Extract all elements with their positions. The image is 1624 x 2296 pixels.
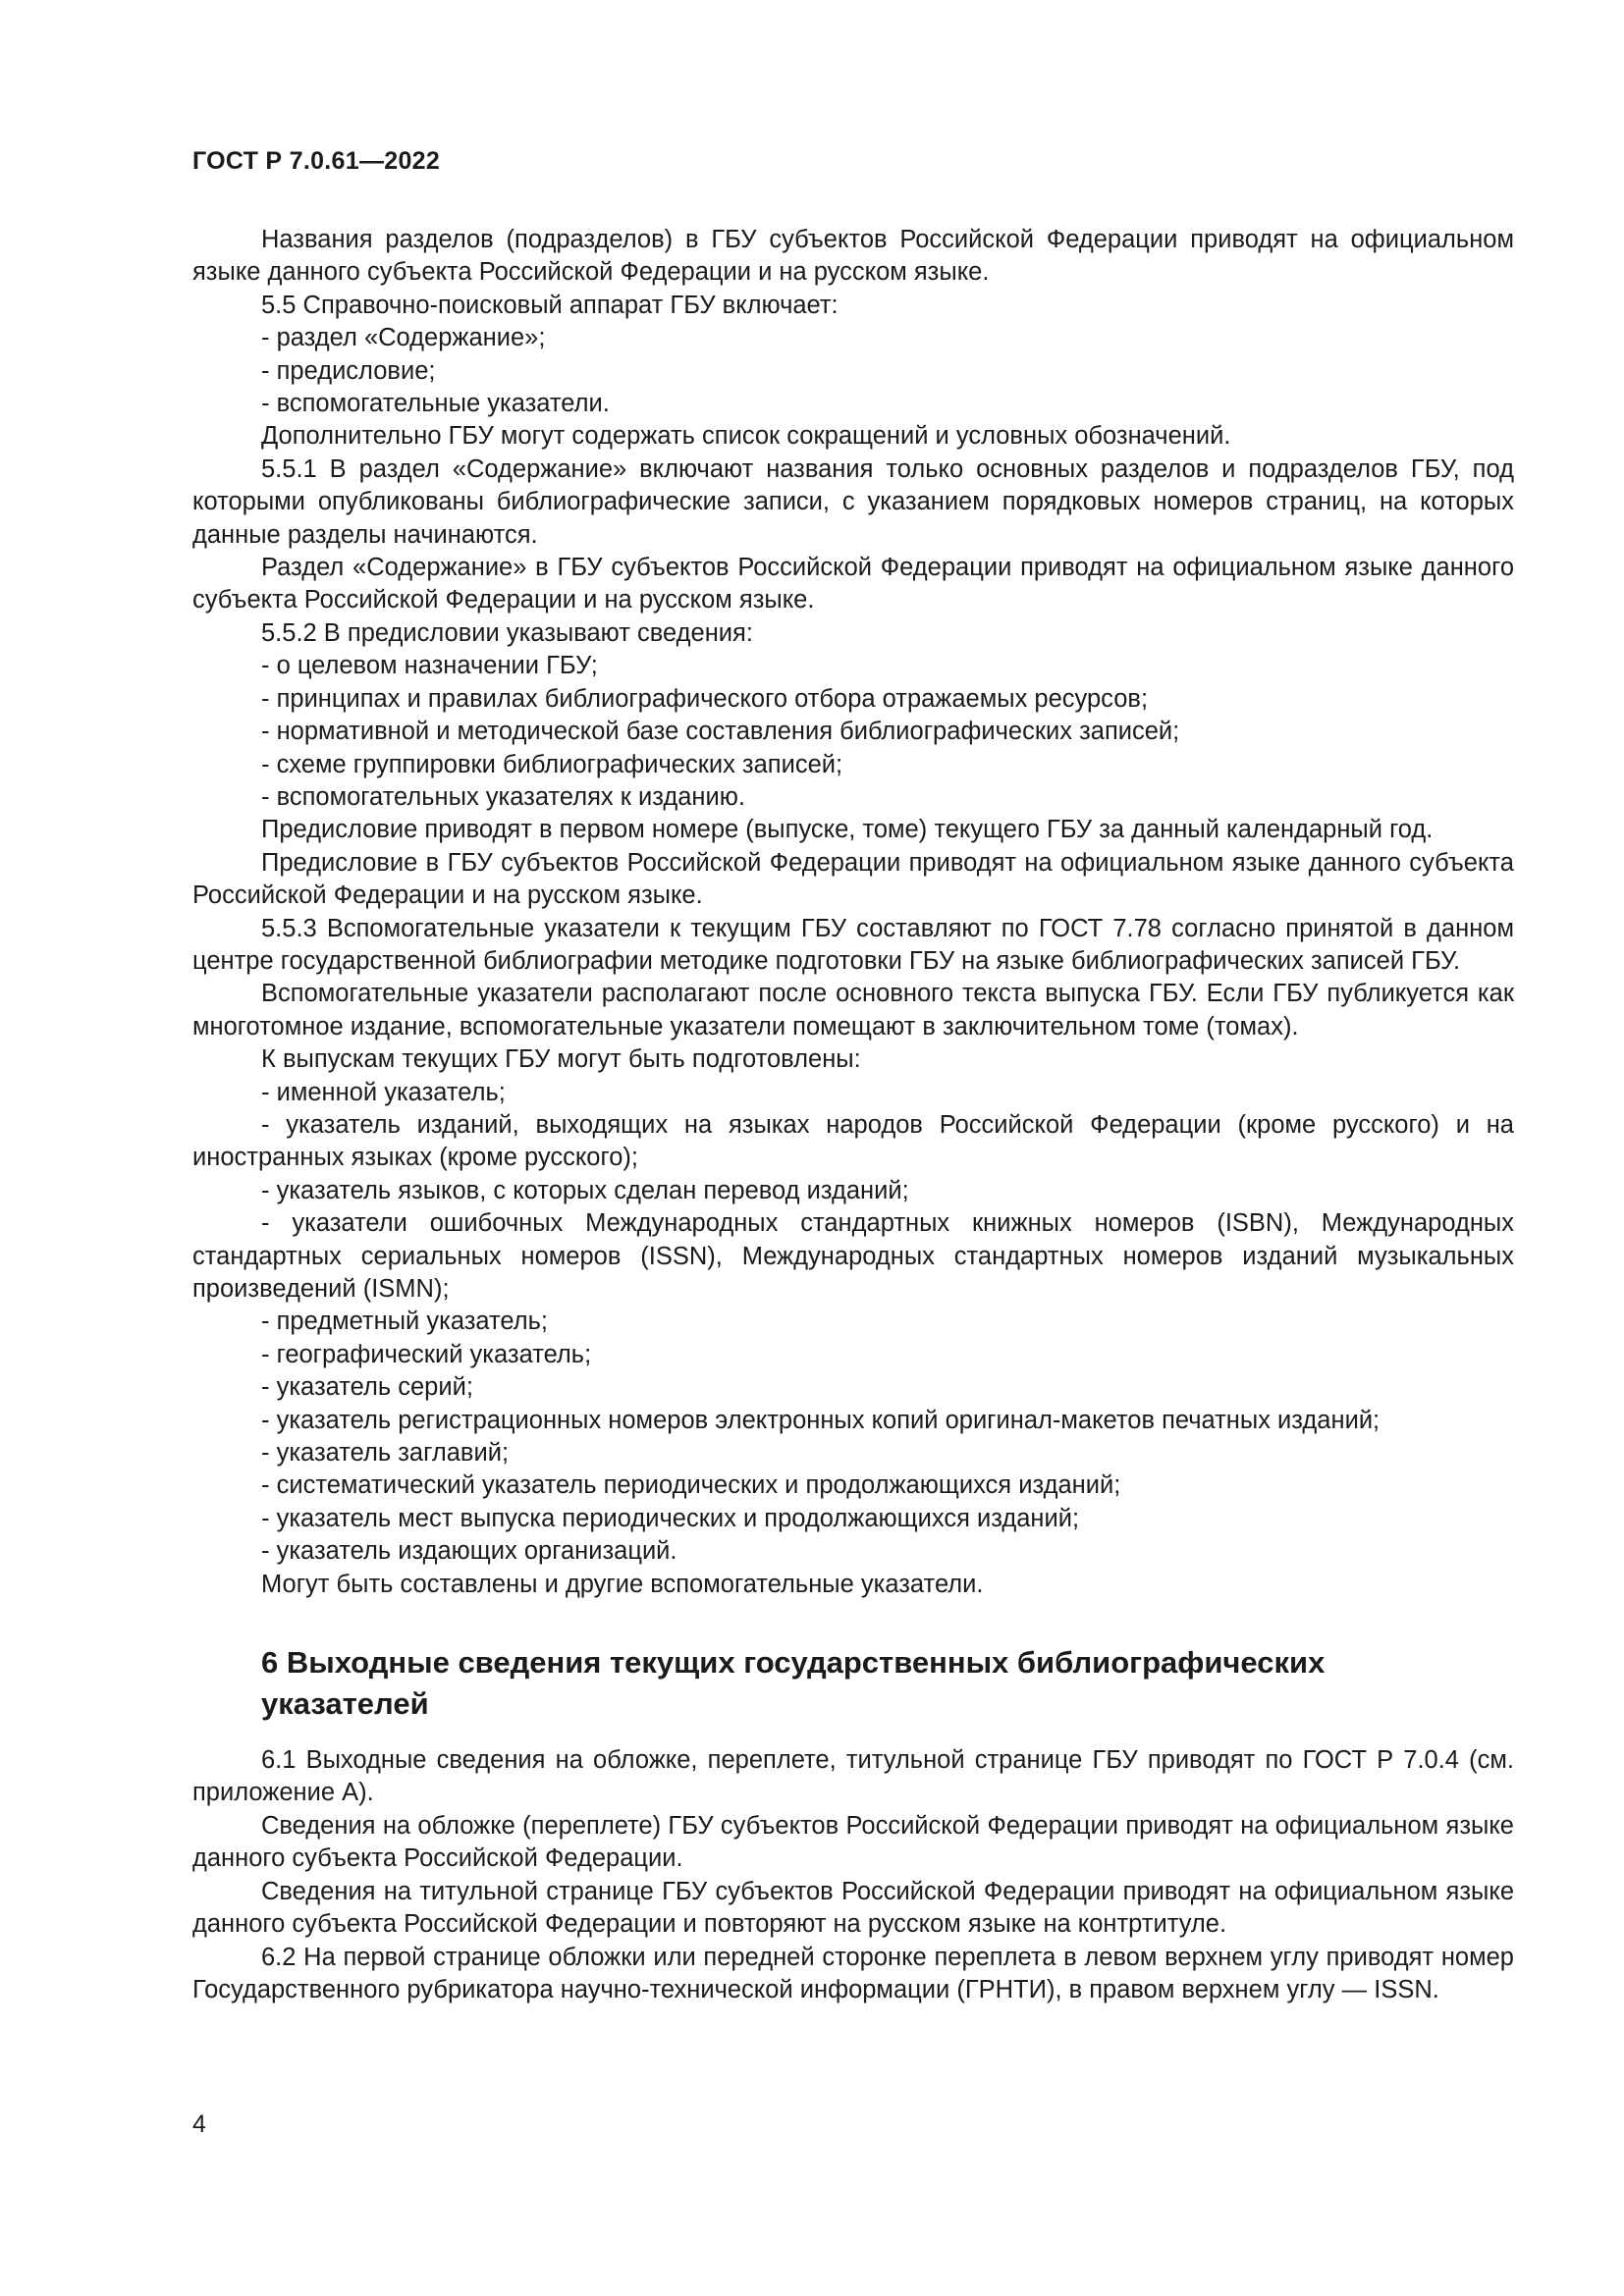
paragraph: Сведения на обложке (переплете) ГБУ субъектов Российской Федерации приводят на официальном языке данного субъекта Российской Федерации. [192,1811,1514,1873]
list-item: - вспомогательные указатели. [261,390,610,418]
list-item: - раздел «Содержание»; [261,324,546,352]
paragraph: Предисловие в ГБУ субъектов Российской Федерации приводят на официальном языке данного субъекта Российской Федерации и на русском языке. [192,848,1514,910]
document-body [192,224,1514,2006]
list-item: - указатель заглавий; [261,1439,510,1468]
paragraph: 6.1 Выходные сведения на обложке, переплете, титульной странице ГБУ приводят по ГОСТ Р 7.0.4 (см. приложение А). [192,1746,1514,1807]
list-item: - именной указатель; [261,1078,506,1106]
list-item: - о целевом назначении ГБУ; [261,652,598,680]
paragraph: 5.5.1 В раздел «Содержание» включают названия только основных разделов и подразделов ГБУ, под которыми опубликованы библиографические записи, с указанием порядковых номеров страниц, на которых данные разделы начинаются. [192,454,1514,549]
paragraph: 5.5 Справочно-поисковый аппарат ГБУ включает: [261,291,839,319]
list-item: - вспомогательных указателях к изданию. [261,782,745,811]
paragraph: Могут быть составлены и другие вспомогательные указатели. [261,1570,984,1598]
list-item: - указатель серий; [261,1373,473,1402]
paragraph: Предисловие приводят в первом номере (выпуске, томе) текущего ГБУ за данный календарный год. [261,816,1434,844]
list-item: - схеме группировки библиографических записей; [261,750,843,778]
section-title: 6 Выходные сведения текущих государственных библиографических указателей [261,1645,1326,1722]
paragraph: Названия разделов (подразделов) в ГБУ субъектов Российской Федерации приводят на официальном языке данного субъекта Российской Федерации и на русском языке. [192,226,1514,287]
paragraph: Вспомогательные указатели располагают после основного текста выпуска ГБУ. Если ГБУ публикуется как многотомное издание, вспомогательные указатели помещают в заключительном томе (томах). [192,980,1514,1041]
list-item: - указатели ошибочных Международных стандартных книжных номеров (ISBN), Международных стандартных сериальных номеров (ISSN), Международных стандартных номеров изданий музыкальных произведений (ISMN); [192,1209,1514,1303]
list-item: - географический указатель; [261,1340,592,1368]
list-item: - указатель языков, с которых сделан перевод изданий; [261,1176,909,1204]
paragraph: Раздел «Содержание» в ГБУ субъектов Российской Федерации приводят на официальном языке данного субъекта Российской Федерации и на русском языке. [192,554,1514,614]
list-item: - указатель издающих организаций. [261,1537,677,1566]
paragraph: Дополнительно ГБУ могут содержать список сокращений и условных обозначений. [261,422,1231,451]
list-item: - указатель мест выпуска периодических и продолжающихся изданий; [261,1504,1080,1532]
paragraph: 6.2 На первой странице обложки или передней сторонке переплета в левом верхнем углу приводят номер Государственного рубрикатора научно-технической информации (ГРНТИ), в правом верхнем углу — ISSN. [192,1943,1514,2003]
list-item: - указатель изданий, выходящих на языках народов Российской Федерации (кроме русского) и на иностранных языках (кроме русского); [192,1110,1514,1172]
paragraph: 5.5.2 В предисловии указывают сведения: [261,618,753,647]
page-number: 4 [192,2110,206,2138]
list-item: - нормативной и методической базе составления библиографических записей; [261,718,1180,746]
list-item: - предисловие; [261,356,436,385]
paragraph: К выпускам текущих ГБУ могут быть подготовлены: [261,1045,861,1074]
list-item: - систематический указатель периодических и продолжающихся изданий; [261,1471,1121,1500]
list-item: - указатель регистрационных номеров электронных копий оригинал-макетов печатных изданий; [261,1406,1380,1434]
document-header: ГОСТ Р 7.0.61—2022 [192,147,441,175]
list-item: - предметный указатель; [261,1308,549,1336]
paragraph: 5.5.3 Вспомогательные указатели к текущим ГБУ составляют по ГОСТ 7.78 согласно принятой в данном центре государственной библиографии методике подготовки ГБУ на языке библиографических записей ГБУ. [192,914,1514,975]
list-item: - принципах и правилах библиографического отбора отражаемых ресурсов; [261,684,1149,713]
paragraph: Сведения на титульной странице ГБУ субъектов Российской Федерации приводят на официальном языке данного субъекта Российской Федерации и повторяют на русском языке на контртитуле. [192,1877,1514,1939]
